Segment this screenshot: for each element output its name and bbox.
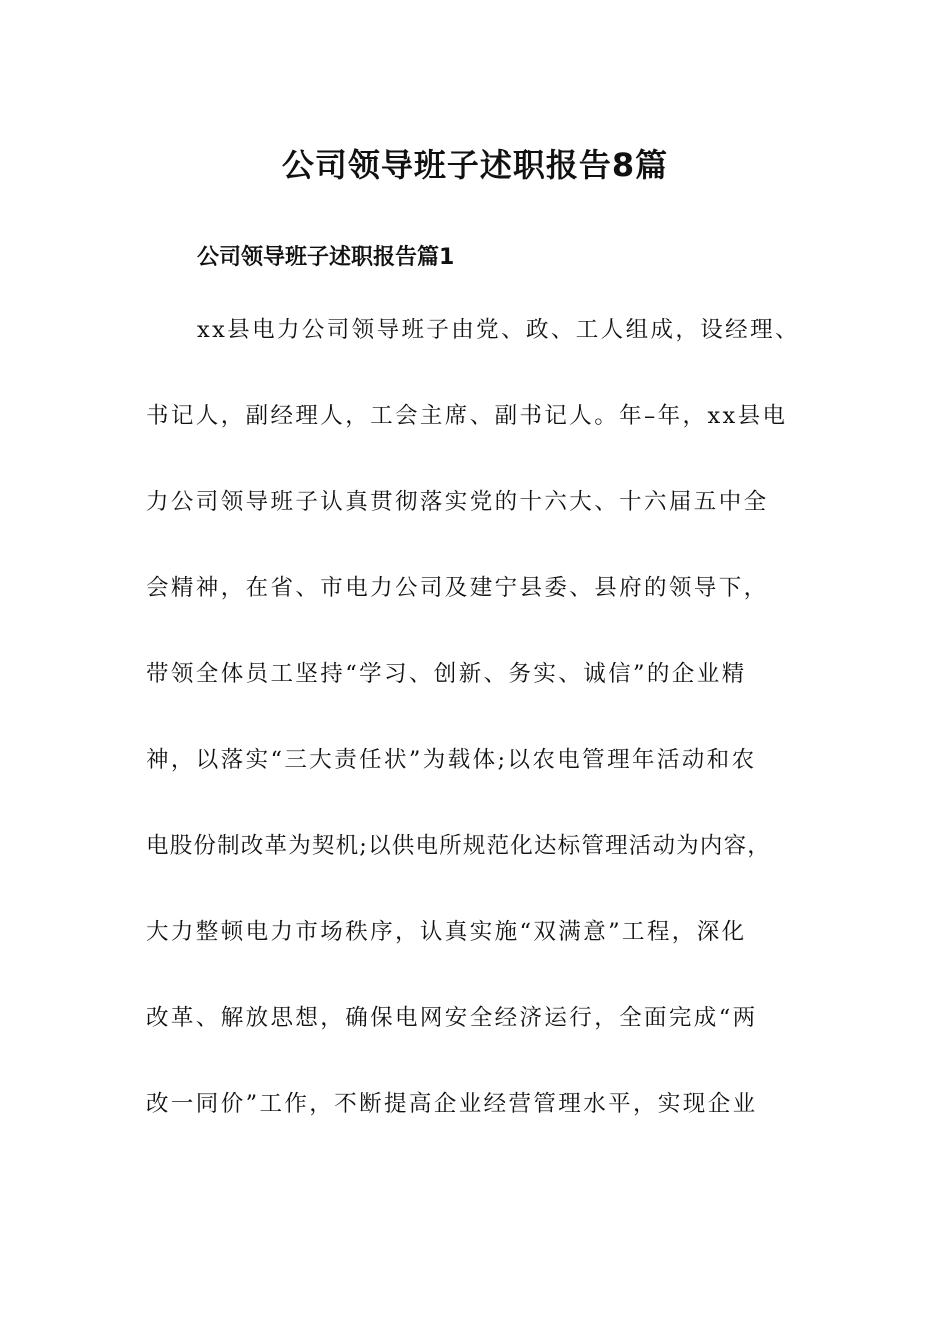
paragraph-line: 力公司领导班子认真贯彻落实党的十六大、十六届五中全: [146, 489, 769, 515]
paragraph-line: 改一同价”工作，不断提高企业经营管理水平，实现企业: [146, 1091, 758, 1117]
paragraph-line: xx县电力公司领导班子由党、政、工人组成，设经理、: [197, 317, 800, 343]
paragraph-line: 改革、解放思想，确保电网安全经济运行，全面完成“两: [146, 1005, 758, 1031]
paragraph-line: 带领全体员工坚持“学习、创新、务实、诚信”的企业精: [146, 661, 747, 687]
paragraph-line: 大力整顿电力市场秩序，认真实施“双满意”工程，深化: [146, 919, 747, 945]
section-heading: 公司领导班子述职报告篇1: [197, 245, 455, 270]
document-title: 公司领导班子述职报告8篇: [281, 146, 669, 184]
paragraph-line: 会精神，在省、市电力公司及建宁县委、县府的领导下，: [146, 575, 769, 601]
paragraph-line: 神，以落实“三大责任状”为载体;以农电管理年活动和农: [146, 747, 757, 773]
paragraph-line: 电股份制改革为契机;以供电所规范化达标管理活动为内容，: [146, 833, 771, 859]
paragraph-line: 书记人，副经理人，工会主席、副书记人。年–年，xx县电: [146, 403, 788, 429]
